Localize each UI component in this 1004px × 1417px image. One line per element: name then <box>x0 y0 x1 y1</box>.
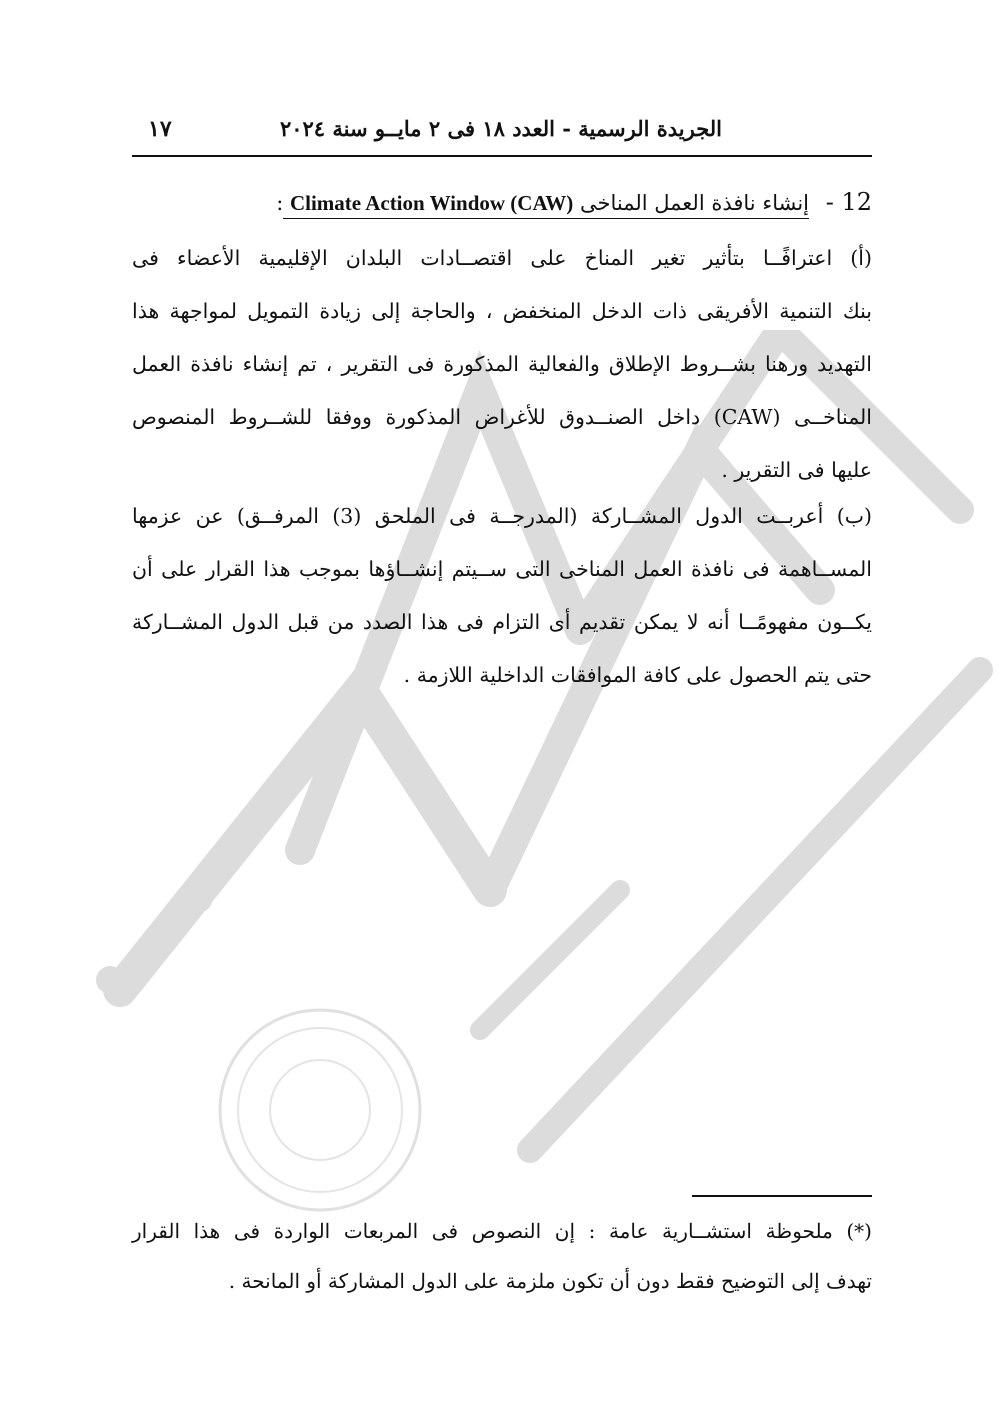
section-number: 12 - <box>825 188 872 216</box>
paragraph-line: يكــون مفهومًــا أنه لا يمكن تقديم أى التزام فى هذا الصدد من قبل الدول المشــاركة <box>132 610 872 634</box>
section-colon: : <box>276 191 284 215</box>
gazette-title: الجريدة الرسمية - العدد ١٨ فى ٢ مايــو سنة ٢٠٢٤ <box>279 116 722 141</box>
paragraph-line: عليها فى التقرير . <box>721 458 872 482</box>
header-divider <box>132 155 872 157</box>
footnote-divider <box>692 1195 872 1197</box>
paragraph-line: المســاهمة فى نافذة العمل المناخى التى ســيتم إنشــاؤها بموجب هذا القرار على أن <box>132 557 872 581</box>
paragraph-line: (أ) اعترافًــا بتأثير تغير المناخ على اقتصــادات البلدان الإقليمية الأعضاء فى <box>132 246 872 270</box>
paragraph-line: بنك التنمية الأفريقى ذات الدخل المنخفض ، والحاجة إلى زيادة التمويل لمواجهة هذا <box>132 299 872 323</box>
paragraph-b <box>132 490 872 702</box>
watermark-dot <box>188 888 212 912</box>
watermark-stroke <box>530 670 980 1150</box>
paragraph-line: المناخــى (CAW) داخل الصنــدوق للأغراض المذكورة ووفقا للشــروط المنصوص <box>132 405 872 429</box>
footnote <box>132 1206 872 1306</box>
watermark-dot <box>96 966 124 994</box>
paragraph-line: حتى يتم الحصول على كافة الموافقات الداخلية اللازمة . <box>403 663 872 687</box>
paragraph-a <box>132 232 872 497</box>
footnote-line: (*) ملحوظة استشــارية عامة : إن النصوص فى المربعات الواردة فى هذا القرار <box>132 1219 872 1243</box>
paragraph-line: (ب) أعربــت الدول المشــاركة (المدرجــة فى الملحق (3) المرفــق) عن عزمها <box>132 504 872 528</box>
footnote-line: تهدف إلى التوضيح فقط دون أن تكون ملزمة على الدول المشاركة أو المانحة . <box>228 1269 872 1293</box>
page-header <box>132 112 872 152</box>
watermark-stroke <box>480 890 620 1030</box>
section-heading <box>276 188 872 216</box>
section-title-ar: إنشاء نافذة العمل المناخى <box>579 191 810 215</box>
section-title-underlined <box>283 191 809 219</box>
page-number: ١٧ <box>148 116 172 142</box>
watermark-seal <box>220 1010 420 1210</box>
watermark-stroke <box>120 690 490 990</box>
section-title-en: Climate Action Window (CAW) <box>289 191 574 215</box>
paragraph-line: التهديد ورهنا بشــروط الإطلاق والفعالية المذكورة فى التقرير ، تم إنشاء نافذة العمل <box>132 352 872 376</box>
